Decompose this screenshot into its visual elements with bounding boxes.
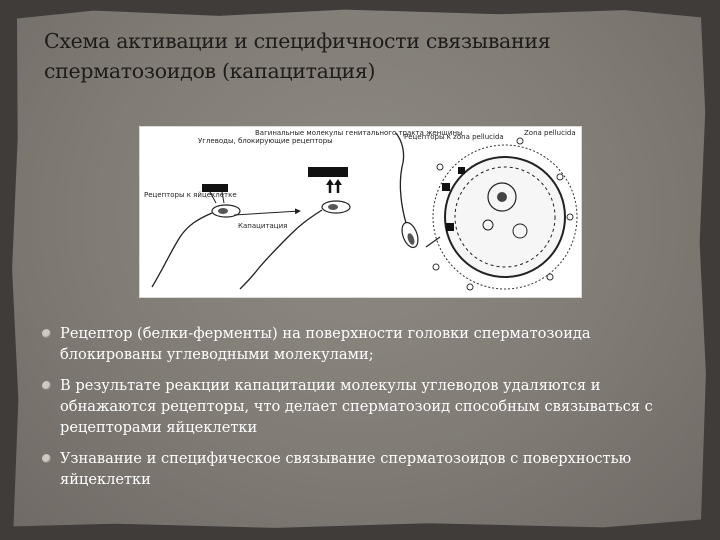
bullet-item: [42, 448, 682, 490]
label-carbs: Углеводы, блокирующие рецепторы: [198, 137, 333, 145]
bullet-text: Рецептор (белки-ферменты) на поверхности головки сперматозоида блокированы углеводными молекулами;: [60, 325, 591, 363]
diagram-svg: [140, 127, 581, 297]
bullet-icon: [42, 454, 51, 463]
label-zona: Zona pellucida: [524, 129, 576, 137]
bullet-list: [42, 323, 682, 500]
bullet-text: В результате реакции капацитации молекулы углеводов удаляются и обнажаются рецепторы, что делает сперматозоид способным связываться с рецепторами яйцеклетки: [60, 377, 653, 436]
sperm-1: [152, 184, 240, 287]
egg-cell: [426, 138, 577, 290]
bullet-icon: [42, 381, 51, 390]
sperm-3: [396, 133, 421, 250]
label-receptors-egg: Рецепторы к яйцеклетке: [144, 191, 237, 199]
label-receptors-zp: Рецепторы к zona pellucida: [404, 133, 504, 141]
capacitation-diagram: [139, 126, 582, 298]
label-capacitation: Капацитация: [238, 222, 288, 230]
bullet-text: Узнавание и специфическое связывание сперматозоидов с поверхностью яйцеклетки: [60, 450, 632, 488]
bullet-item: [42, 323, 682, 365]
slide-title: Схема активации и специфичности связывания сперматозоидов (капацитация): [44, 29, 551, 83]
bullet-icon: [42, 329, 51, 338]
label-vaginal: Вагинальные молекулы генитального тракта женщины: [255, 129, 463, 137]
bullet-item: [42, 375, 682, 438]
